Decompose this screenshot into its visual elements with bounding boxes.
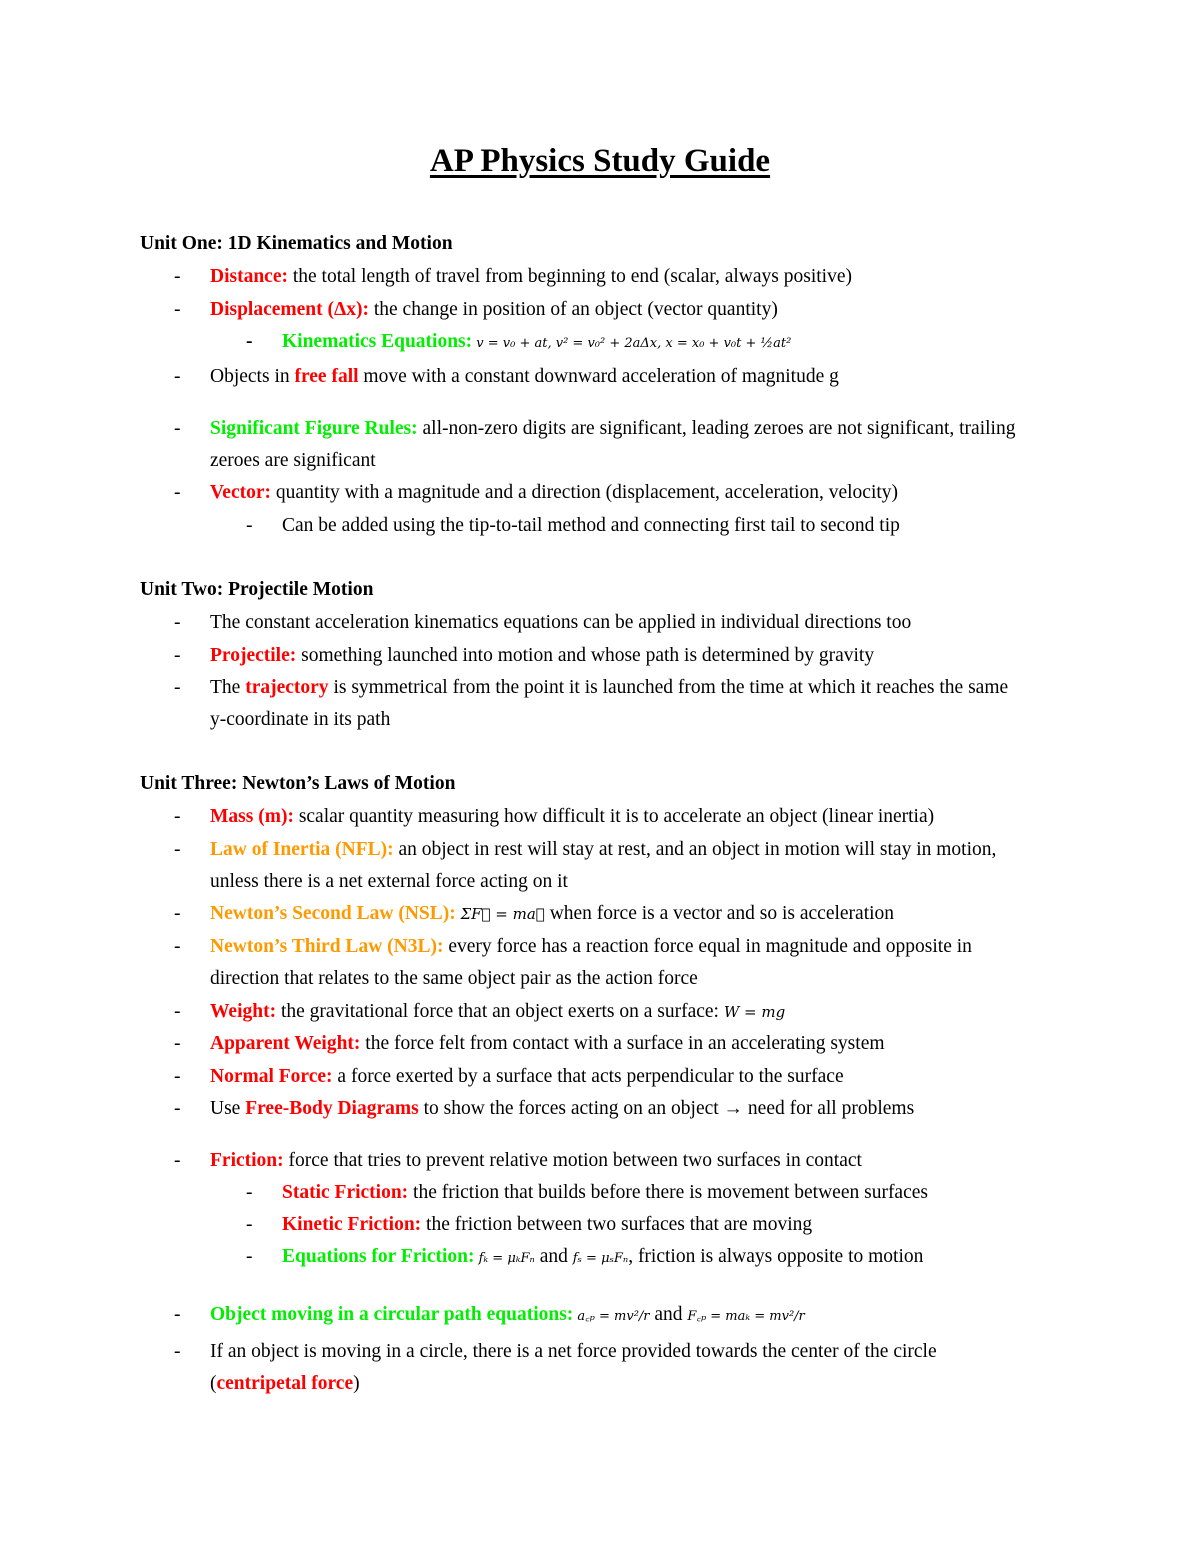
definition-text: when force is a vector and so is acceleration bbox=[544, 903, 895, 924]
list-item-continuation: y-coordinate in its path bbox=[210, 709, 391, 730]
list-item-trajectory bbox=[210, 672, 1008, 704]
weight-equation: W = mg bbox=[723, 1003, 786, 1021]
definition-text: something launched into motion and whose path is determined by gravity bbox=[296, 645, 875, 666]
term-projectile: Projectile: bbox=[210, 645, 297, 666]
term-circular-path: Object moving in a circular path equations: bbox=[210, 1304, 574, 1325]
term-kinetic-friction: Kinetic Friction: bbox=[282, 1214, 422, 1235]
term-friction-equations: Equations for Friction: bbox=[282, 1246, 475, 1267]
unit-one-heading: Unit One: 1D Kinematics and Motion bbox=[140, 233, 453, 254]
bullet-dash: - bbox=[174, 612, 181, 633]
bullet-dash: - bbox=[174, 936, 181, 957]
term-mass: Mass (m): bbox=[210, 806, 294, 827]
list-item-weight bbox=[210, 996, 785, 1028]
list-item-vector-sub: Can be added using the tip-to-tail method and connecting first tail to second tip bbox=[282, 515, 900, 536]
text: Use bbox=[210, 1098, 246, 1119]
definition-text: the friction between two surfaces that are moving bbox=[421, 1214, 813, 1235]
definition-text: the total length of travel from beginning to end (scalar, always positive) bbox=[287, 266, 852, 287]
list-item-apparent-weight bbox=[210, 1028, 885, 1060]
bullet-dash: - bbox=[174, 266, 181, 287]
term-freefall: free fall bbox=[294, 366, 359, 387]
centripetal-acceleration-equation: a꜀ₚ = mv²/r bbox=[573, 1309, 650, 1324]
definition-text: the change in position of an object (vector quantity) bbox=[368, 299, 778, 320]
text: and bbox=[534, 1246, 573, 1267]
term-kinematics: Kinematics Equations: bbox=[282, 331, 473, 352]
list-item-normal-force bbox=[210, 1061, 844, 1093]
unit-two-heading: Unit Two: Projectile Motion bbox=[140, 579, 374, 600]
definition-text: , friction is always opposite to motion bbox=[628, 1246, 924, 1267]
list-item-inertia bbox=[210, 834, 996, 866]
term-centripetal-force: centripetal force bbox=[216, 1373, 354, 1394]
list-item-kinetic-friction bbox=[282, 1209, 812, 1241]
list-item-friction-equations bbox=[282, 1241, 923, 1275]
list-item-vector bbox=[210, 477, 898, 509]
list-item-circle: If an object is moving in a circle, there is a net force provided towards the center of the circle bbox=[210, 1341, 937, 1362]
list-item-freefall bbox=[210, 361, 839, 393]
bullet-dash: - bbox=[174, 366, 181, 387]
bullet-dash: - bbox=[174, 839, 181, 860]
page-title: AP Physics Study Guide bbox=[429, 143, 771, 179]
term-normal-force: Normal Force: bbox=[210, 1066, 333, 1087]
list-item-continuation: unless there is a net external force acting on it bbox=[210, 871, 568, 892]
list-item-continuation: zeroes are significant bbox=[210, 450, 376, 471]
list-item-kinematics-directions: The constant acceleration kinematics equations can be applied in individual directions too bbox=[210, 612, 912, 633]
bullet-dash: - bbox=[174, 1033, 181, 1054]
list-item-static-friction bbox=[282, 1177, 928, 1209]
unit-three-heading: Unit Three: Newton’s Laws of Motion bbox=[140, 773, 456, 794]
term-static-friction: Static Friction: bbox=[282, 1182, 409, 1203]
text: ) bbox=[353, 1373, 360, 1394]
bullet-dash: - bbox=[246, 1182, 253, 1203]
list-item-continuation bbox=[210, 1368, 360, 1400]
list-item-fbd bbox=[210, 1093, 914, 1125]
text: ( bbox=[210, 1373, 217, 1394]
nsl-equation: ΣF⃗ = ma⃗ bbox=[455, 905, 545, 923]
text: and bbox=[649, 1304, 688, 1325]
kinetic-friction-equation: fₖ = μₖFₙ bbox=[474, 1251, 535, 1266]
bullet-dash: - bbox=[174, 677, 181, 698]
term-vector: Vector: bbox=[210, 482, 271, 503]
term-sigfig: Significant Figure Rules: bbox=[210, 418, 418, 439]
text: Objects in bbox=[210, 366, 295, 387]
term-weight: Weight: bbox=[210, 1001, 277, 1022]
list-item-sigfig bbox=[210, 413, 1015, 445]
definition-text: move with a constant downward acceleration of magnitude g bbox=[358, 366, 839, 387]
term-apparent-weight: Apparent Weight: bbox=[210, 1033, 361, 1054]
term-trajectory: trajectory bbox=[245, 677, 329, 698]
definition-text: scalar quantity measuring how difficult it is to accelerate an object (linear inertia) bbox=[293, 806, 935, 827]
list-item-distance bbox=[210, 261, 852, 293]
term-nsl: Newton’s Second Law (NSL): bbox=[210, 903, 456, 924]
bullet-dash: - bbox=[174, 1066, 181, 1087]
definition-text: the gravitational force that an object exerts on a surface: bbox=[276, 1001, 724, 1022]
list-item-friction bbox=[210, 1145, 862, 1177]
bullet-dash: - bbox=[246, 515, 253, 536]
bullet-dash: - bbox=[174, 1098, 181, 1119]
definition-text: force that tries to prevent relative motion between two surfaces in contact bbox=[283, 1150, 862, 1171]
bullet-dash: - bbox=[174, 299, 181, 320]
static-friction-equation: fₛ = μₛFₙ bbox=[572, 1251, 629, 1266]
bullet-dash: - bbox=[246, 331, 253, 352]
list-item-displacement bbox=[210, 294, 778, 326]
definition-text: all-non-zero digits are significant, leading zeroes are not significant, trailing bbox=[417, 418, 1016, 439]
definition-text: an object in rest will stay at rest, and an object in motion will stay in motion, bbox=[393, 839, 997, 860]
bullet-dash: - bbox=[174, 645, 181, 666]
list-item-mass bbox=[210, 801, 934, 833]
list-item-circular bbox=[210, 1299, 805, 1333]
definition-text: every force has a reaction force equal in magnitude and opposite in bbox=[443, 936, 972, 957]
definition-text: the friction that builds before there is movement between surfaces bbox=[408, 1182, 928, 1203]
bullet-dash: - bbox=[174, 806, 181, 827]
bullet-dash: - bbox=[174, 418, 181, 439]
centripetal-force-equation: F꜀ₚ = maₖ = mv²/r bbox=[687, 1309, 805, 1324]
list-item-n3l bbox=[210, 931, 972, 963]
list-item-nsl bbox=[210, 898, 894, 930]
bullet-dash: - bbox=[246, 1246, 253, 1267]
bullet-dash: - bbox=[174, 1150, 181, 1171]
term-distance: Distance: bbox=[210, 266, 288, 287]
definition-text: a force exerted by a surface that acts perpendicular to the surface bbox=[332, 1066, 844, 1087]
list-item-continuation: direction that relates to the same object pair as the action force bbox=[210, 968, 698, 989]
term-fbd: Free-Body Diagrams bbox=[245, 1098, 419, 1119]
definition-text: the force felt from contact with a surface in an accelerating system bbox=[360, 1033, 885, 1054]
list-item-projectile bbox=[210, 640, 874, 672]
term-displacement: Displacement (Δx): bbox=[210, 299, 369, 320]
definition-text: to show the forces acting on an object → need for all problems bbox=[418, 1098, 915, 1119]
bullet-dash: - bbox=[174, 1304, 181, 1325]
list-item-kinematics bbox=[282, 326, 791, 360]
definition-text: is symmetrical from the point it is launched from the time at which it reaches the same bbox=[328, 677, 1009, 698]
bullet-dash: - bbox=[174, 1001, 181, 1022]
definition-text: quantity with a magnitude and a direction (displacement, acceleration, velocity) bbox=[271, 482, 899, 503]
term-friction: Friction: bbox=[210, 1150, 284, 1171]
bullet-dash: - bbox=[174, 1341, 181, 1362]
bullet-dash: - bbox=[174, 482, 181, 503]
term-n3l: Newton’s Third Law (N3L): bbox=[210, 936, 444, 957]
text: The bbox=[210, 677, 246, 698]
kinematics-equations: v = v₀ + at, v² = v₀² + 2aΔx, x = x₀ + v₀t + ½at² bbox=[472, 336, 792, 351]
term-inertia: Law of Inertia (NFL): bbox=[210, 839, 394, 860]
bullet-dash: - bbox=[246, 1214, 253, 1235]
bullet-dash: - bbox=[174, 903, 181, 924]
